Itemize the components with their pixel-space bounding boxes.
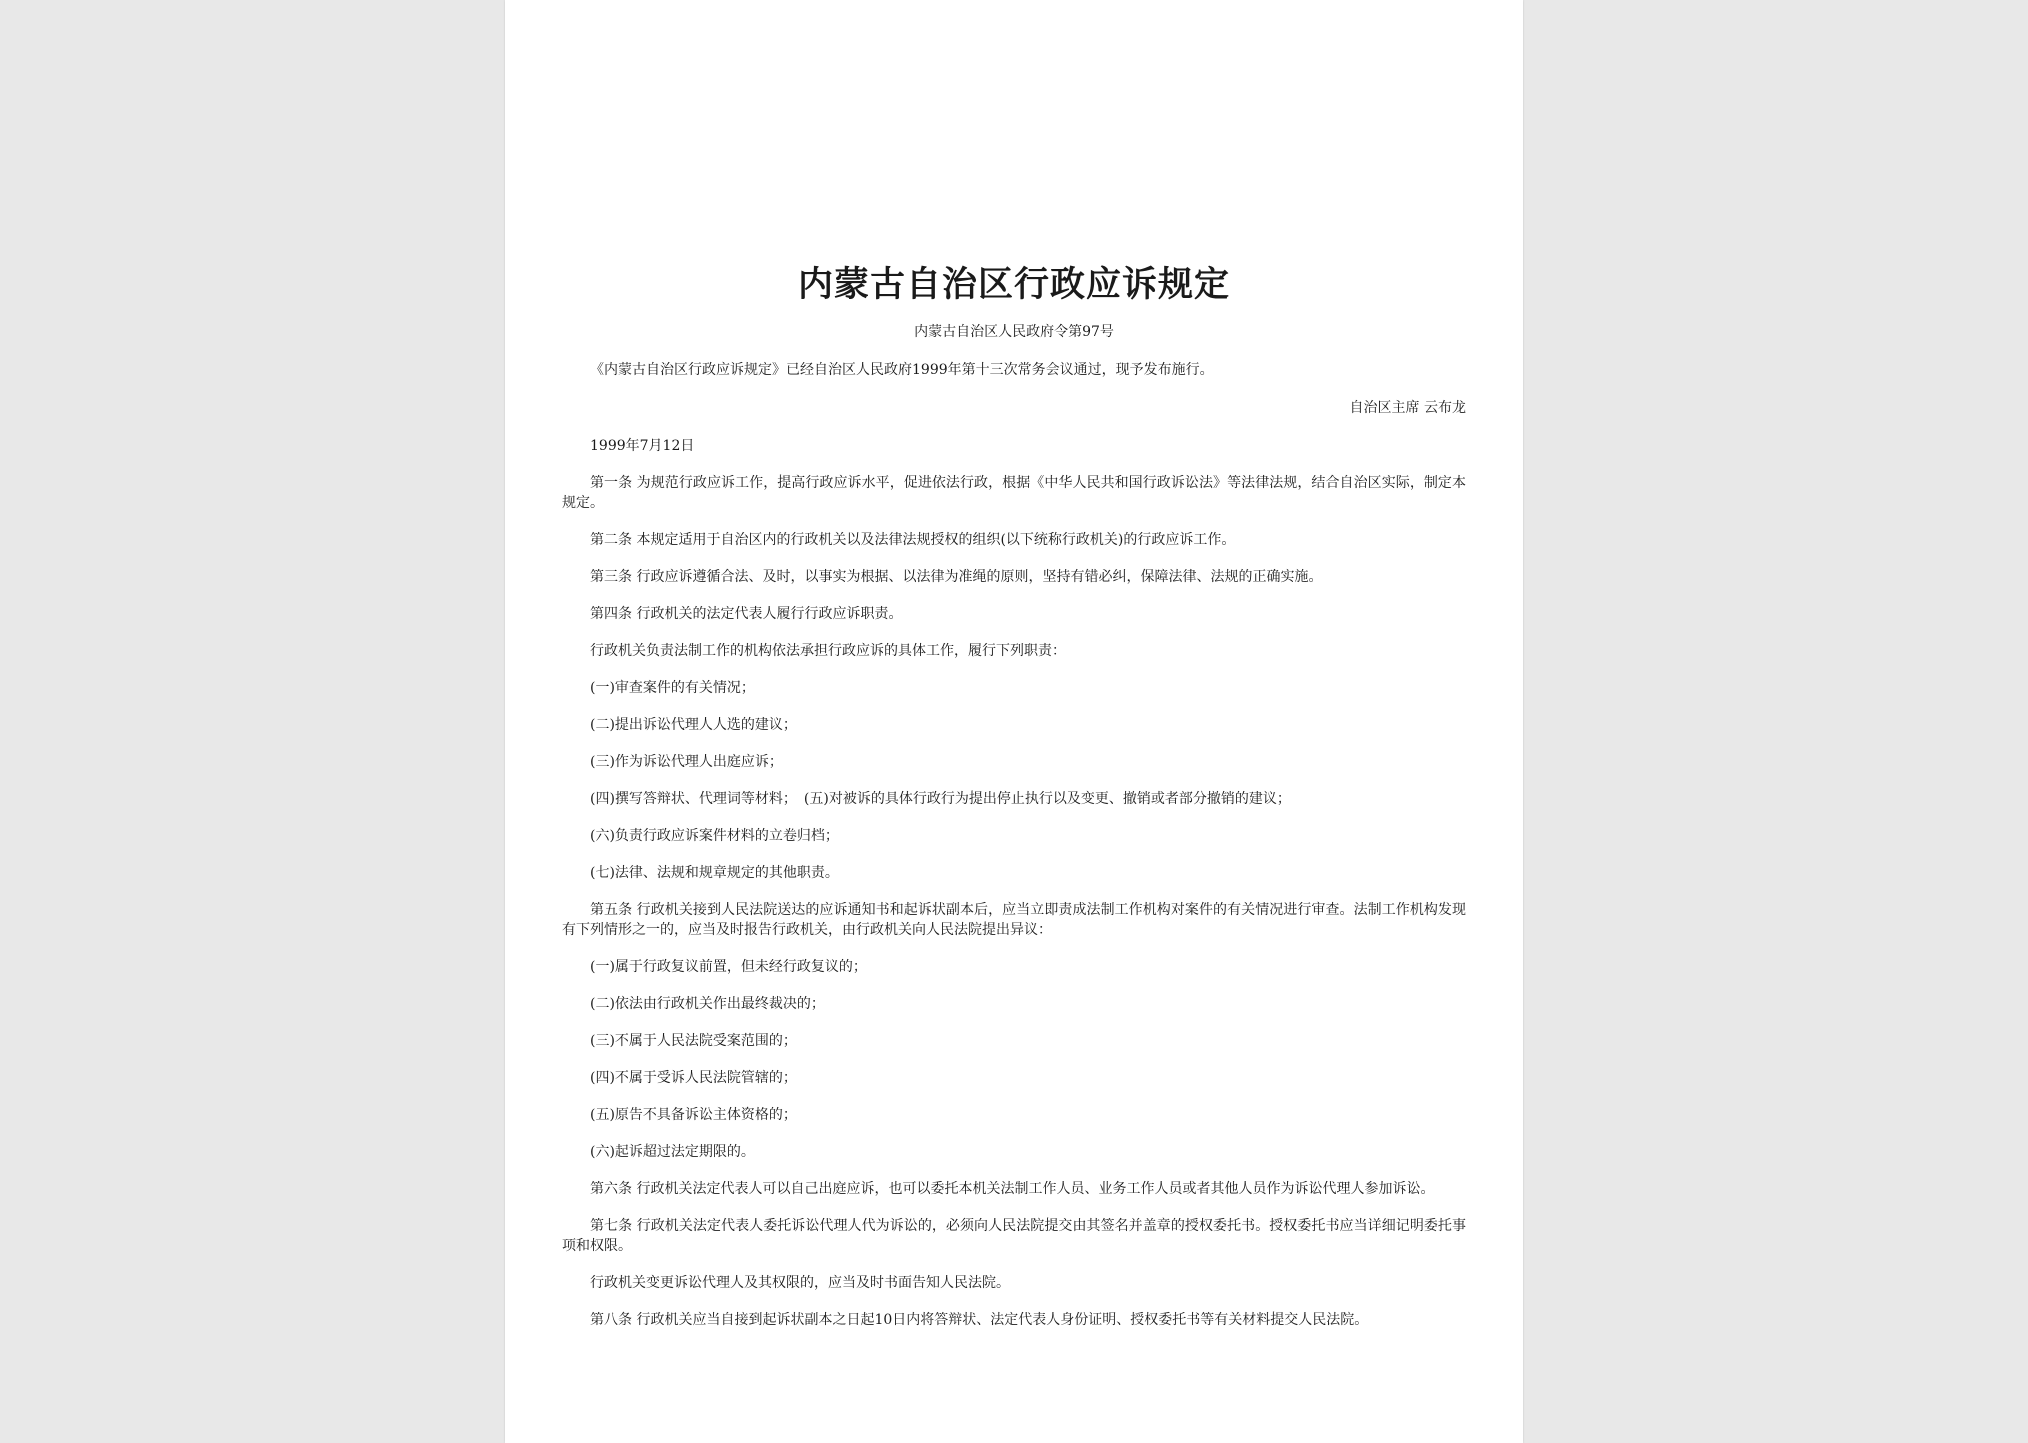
document-page [505,0,1523,1443]
document-title: 内蒙古自治区行政应诉规定 [797,264,1230,305]
list-item: (二)依法由行政机关作出最终裁决的； [590,996,825,1012]
issue-date: 1999年7月12日 [590,438,695,454]
page-content [562,262,1466,1347]
article-paragraph: 第五条 行政机关接到人民法院送达的应诉通知书和起诉状副本后，应当立即责成法制工作机构对案件的有关情况进行审查。法制工作机构发现有下列情形之一的，应当及时报告行政机关，由行政机关向人民法院提出异议： [562,902,1466,938]
list-item: (六)负责行政应诉案件材料的立卷归档； [590,828,839,844]
list-item: (三)不属于人民法院受案范围的； [590,1033,797,1049]
article-paragraph: 行政机关变更诉讼代理人及其权限的，应当及时书面告知人民法院。 [590,1275,1010,1291]
document-body [562,473,1466,1330]
list-item: (二)提出诉讼代理人人选的建议； [590,717,797,733]
article-paragraph: 第六条 行政机关法定代表人可以自己出庭应诉，也可以委托本机关法制工作人员、业务工作人员或者其他人员作为诉讼代理人参加诉讼。 [590,1181,1435,1197]
list-item: (一)审查案件的有关情况； [590,680,755,696]
intro-paragraph: 《内蒙古自治区行政应诉规定》已经自治区人民政府1999年第十三次常务会议通过，现予发布施行。 [590,362,1214,378]
list-item: (七)法律、法规和规章规定的其他职责。 [590,865,839,881]
article-paragraph: 第一条 为规范行政应诉工作，提高行政应诉水平，促进依法行政，根据《中华人民共和国行政诉讼法》等法律法规，结合自治区实际，制定本规定。 [562,475,1466,511]
list-item: (三)作为诉讼代理人出庭应诉； [590,754,783,770]
signer-line: 自治区主席 云布龙 [1349,400,1466,416]
list-item: (六)起诉超过法定期限的。 [590,1144,755,1160]
article-paragraph: 第三条 行政应诉遵循合法、及时，以事实为根据、以法律为准绳的原则，坚持有错必纠，保障法律、法规的正确实施。 [590,569,1323,585]
list-item: (四)不属于受诉人民法院管辖的； [590,1070,797,1086]
order-number: 内蒙古自治区人民政府令第97号 [914,324,1114,340]
article-paragraph: 第八条 行政机关应当自接到起诉状副本之日起10日内将答辩状、法定代表人身份证明、授权委托书等有关材料提交人民法院。 [590,1312,1369,1328]
article-paragraph: 第二条 本规定适用于自治区内的行政机关以及法律法规授权的组织(以下统称行政机关)的行政应诉工作。 [590,532,1236,548]
article-paragraph: 第四条 行政机关的法定代表人履行行政应诉职责。 [590,606,903,622]
list-item: (一)属于行政复议前置，但未经行政复议的； [590,959,867,975]
list-item: (五)原告不具备诉讼主体资格的； [590,1107,797,1123]
article-paragraph: 第七条 行政机关法定代表人委托诉讼代理人代为诉讼的，必须向人民法院提交由其签名并盖章的授权委托书。授权委托书应当详细记明委托事项和权限。 [562,1218,1466,1254]
article-paragraph: 行政机关负责法制工作的机构依法承担行政应诉的具体工作，履行下列职责： [590,643,1066,659]
list-item: (四)撰写答辩状、代理词等材料； (五)对被诉的具体行政行为提出停止执行以及变更、撤销或者部分撤销的建议； [590,791,1291,807]
